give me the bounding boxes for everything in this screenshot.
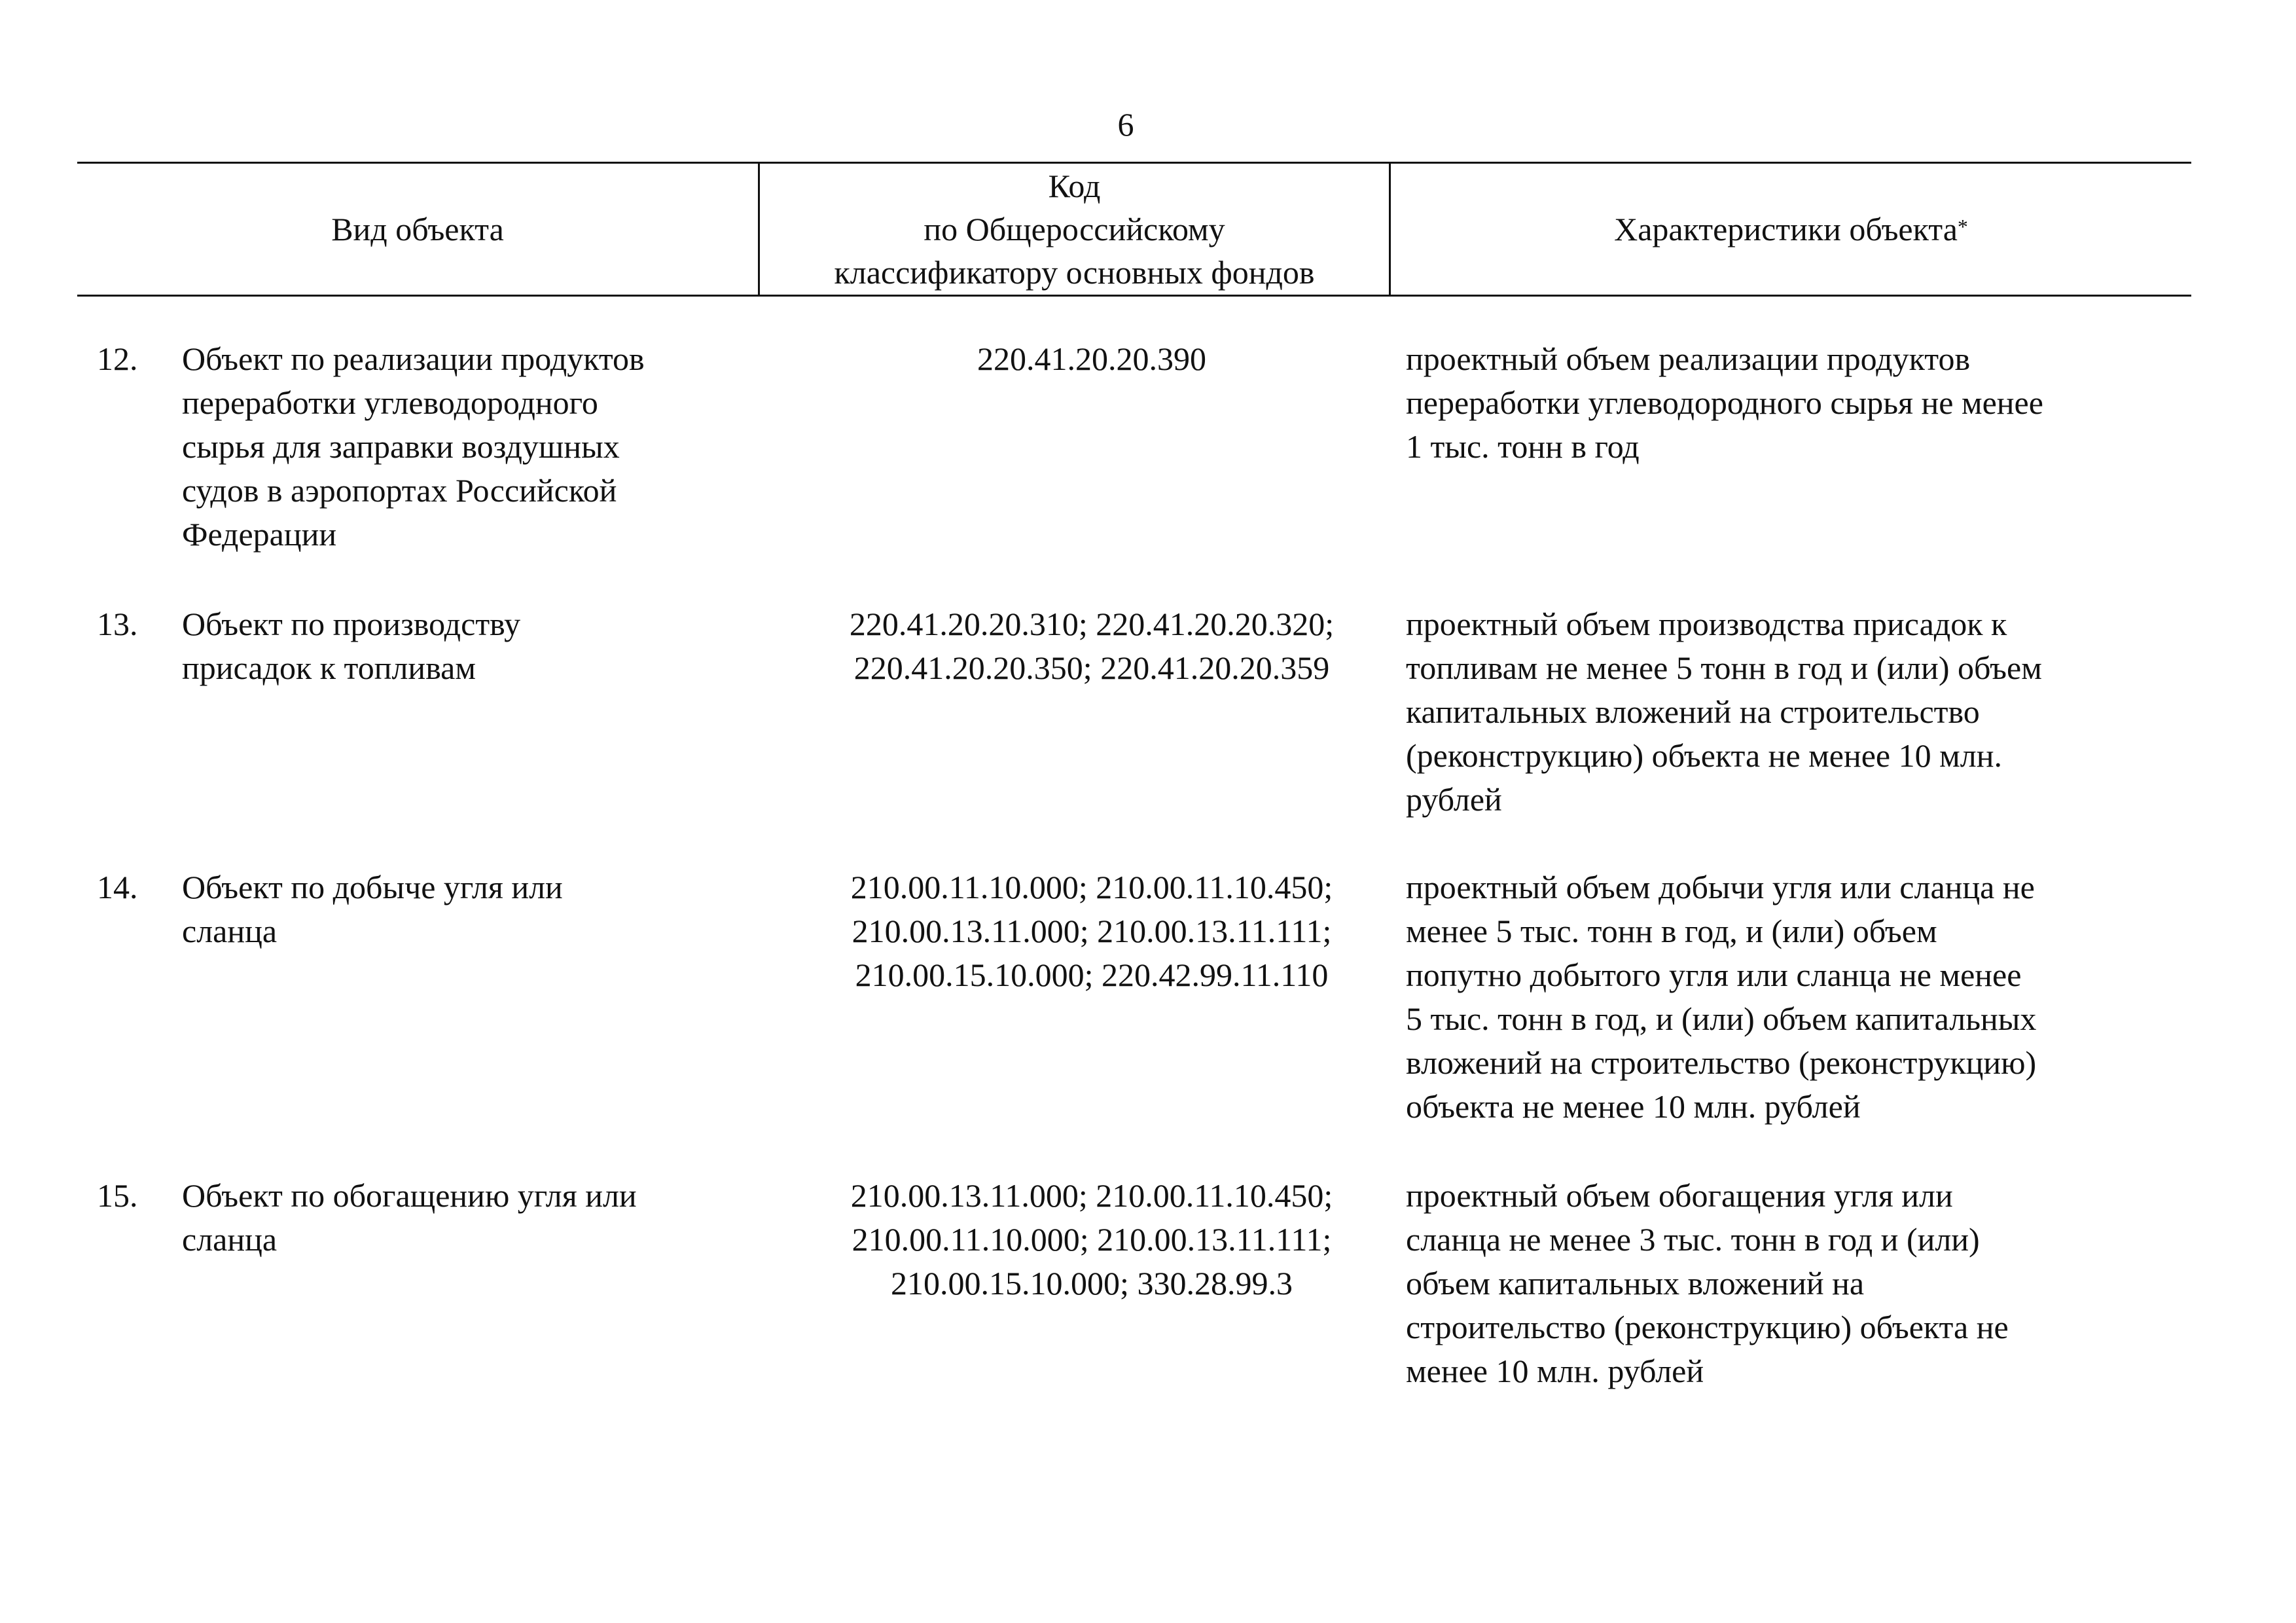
header-kind-label: Вид объекта: [331, 211, 504, 247]
row-number: 13.: [97, 606, 138, 642]
header-code-line3: классификатору основных фондов: [834, 254, 1315, 291]
object-kind: Объект по обогащению угля или сланца: [182, 1177, 637, 1258]
object-characteristics: проектный объем производства присадок к топливам не менее 5 тонн в год и (или) объем капитальных вложений на строительство (реконструкцию) объекта не менее 10 млн. рублей: [1406, 606, 2042, 818]
row-number: 14.: [97, 869, 138, 905]
table-header-bottom-rule: [77, 295, 2191, 297]
header-code-line1: Код: [1048, 168, 1101, 204]
okof-code: 210.00.11.10.000; 210.00.11.10.450; 210.00.13.11.000; 210.00.13.11.111; 210.00.15.10.000; 220.42.99.11.110: [850, 869, 1333, 993]
header-characteristics-label: Характеристики объекта: [1614, 211, 1958, 247]
okof-code: 220.41.20.20.310; 220.41.20.20.320; 220.41.20.20.350; 220.41.20.20.359: [849, 606, 1335, 686]
object-characteristics: проектный объем добычи угля или сланца не менее 5 тыс. тонн в год, и (или) объем попутно добытого угля или сланца не менее 5 тыс. тонн в год, и (или) объем капитальных вложений на строительство (реконструкцию) объекта не менее 10 млн. рублей: [1406, 869, 2037, 1125]
okof-code: 210.00.13.11.000; 210.00.11.10.450; 210.00.11.10.000; 210.00.13.11.111; 210.00.15.10.000; 330.28.99.3: [850, 1177, 1333, 1302]
header-characteristics: [1391, 164, 2191, 295]
row-number: 12.: [97, 340, 138, 377]
object-kind: Объект по реализации продуктов переработки углеводородного сырья для заправки воздушных судов в аэропортах Российской Федерации: [182, 340, 645, 553]
object-characteristics: проектный объем обогащения угля или сланца не менее 3 тыс. тонн в год и (или) объем капитальных вложений на строительство (реконструкцию) объекта не менее 10 млн. рублей: [1406, 1177, 2009, 1389]
page-number: 6: [1117, 106, 1134, 143]
okof-code: 220.41.20.20.390: [977, 340, 1206, 377]
row-number: 15.: [97, 1177, 138, 1214]
object-kind: Объект по производству присадок к топливам: [182, 606, 521, 686]
header-kind: [77, 164, 758, 295]
object-kind: Объект по добыче угля или сланца: [182, 869, 563, 949]
footnote-mark: *: [1957, 215, 1968, 238]
object-characteristics: проектный объем реализации продуктов переработки углеводородного сырья не менее 1 тыс. тонн в год: [1406, 340, 2043, 465]
header-code: [760, 164, 1389, 295]
header-code-line2: по Общероссийскому: [924, 211, 1225, 247]
